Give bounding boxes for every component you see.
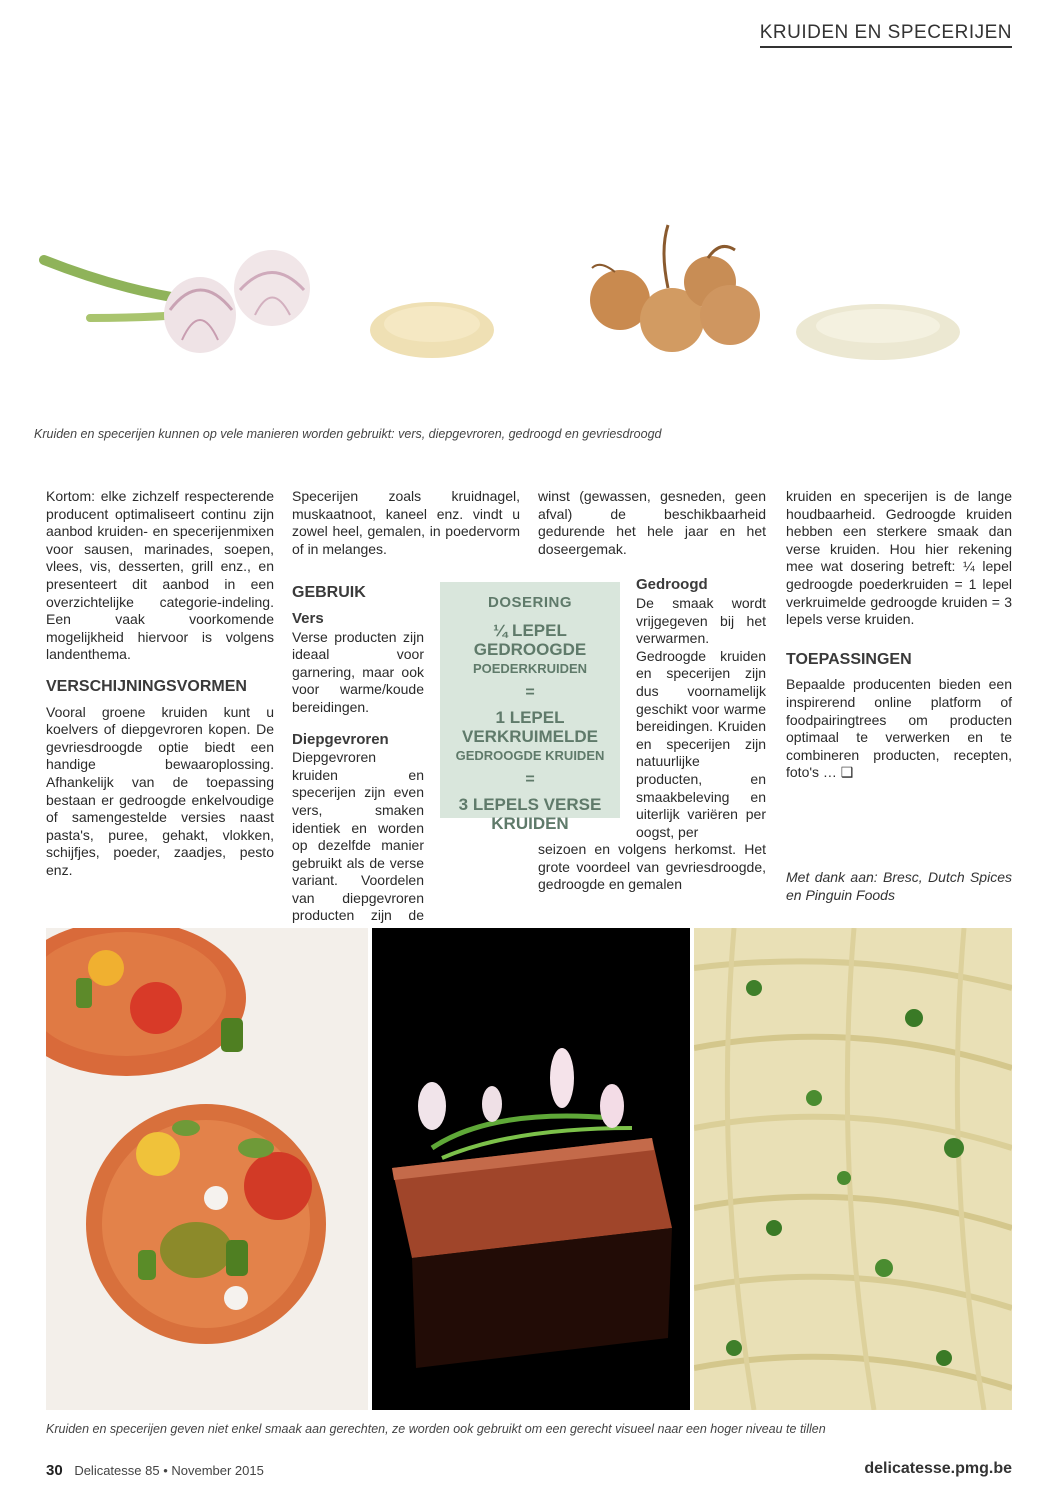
photo-tomato-dish	[46, 928, 368, 1410]
hero-image	[0, 200, 1058, 420]
dosering-title: DOSERING	[487, 594, 572, 611]
dosering-equals-1: =	[525, 684, 535, 701]
photo-croquette-dish	[372, 928, 690, 1410]
diepgevroren-body: Diepgevroren kruiden en specerijen zijn even vers, smaken identiek en worden op dezelfde manier gebruikt als de verse variant. Voordelen van diepgevroren producten zijn de	[292, 749, 424, 924]
photo-pasta-dish	[694, 928, 1012, 1410]
page-number: 30	[46, 1462, 63, 1479]
column-1	[46, 488, 274, 879]
dosering-line2b: GEDROOGDE KRUIDEN	[455, 748, 605, 763]
col1-intro: Kortom: elke zichzelf respecterende producent optimaliseert continu zijn aanbod kruiden- en specerijenmixen voor sausen, marinades, soepen, vlees, vis, desserten, grill enz., en presenteert dit aanbod in een overzichtelijke categorie-indeling. Een vaak voorkomende mogelijkheid hiervoor is volgens landenthema.	[46, 488, 274, 663]
dosering-line1b: POEDERKRUIDEN	[472, 661, 588, 676]
gedroogd-body: De smaak wordt vrijgegeven bij het verwarmen. Gedroogde kruiden en specerijen zijn dus voornamelijk geschikt voor warme bereidingen. Kruiden en specerijen zijn natuurlijke producten, en smaakbeleving en uiterlijk variëren per oogst, per	[636, 594, 766, 840]
subheading-vers: Vers	[292, 609, 324, 627]
col3-intro: winst (gewassen, gesneden, geen afval) de beschikbaarheid gedurende het hele jaar en het doseergemak.	[538, 488, 766, 557]
dosering-box	[440, 582, 620, 833]
footer-left	[46, 1462, 264, 1479]
col4-body: Bepaalde producenten bieden een inspirerend online platform of foodpairingtrees om producten optimaal te verwerken en te combineren producten, recepten, foto's … ❑	[786, 676, 1012, 781]
heading-verschijningsvormen: VERSCHIJNINGSVORMEN	[46, 677, 247, 695]
issue-info: Delicatesse 85 • November 2015	[74, 1463, 264, 1478]
subheading-gedroogd: Gedroogd	[636, 576, 708, 594]
section-title: KRUIDEN EN SPECERIJEN	[760, 22, 1012, 48]
subheading-diepgevroren: Diepgevroren	[292, 730, 389, 748]
dosering-line3: 3 LEPELS VERSE KRUIDEN	[458, 795, 602, 833]
dosering-line1a: ¼ LEPEL GEDROOGDE	[473, 621, 587, 659]
col3-tail: seizoen en volgens herkomst. Het grote voordeel van gevriesdroogde, gedroogde en gemalen	[538, 841, 766, 893]
col1-body: Vooral groene kruiden kunt u koelvers of diepgevroren kopen. De gevriesdroogde optie biedt een handige bewaaroplossing. Afhankelijk van de toepassing bestaan er gedroogde enkelvoudige of samengestelde versies naast pasta's, puree, gehakt, vlokken, schijfjes, poeder, zaadjes, pesto enz.	[46, 703, 274, 878]
website-link[interactable]: delicatesse.pmg.be	[864, 1460, 1012, 1477]
col4-intro: kruiden en specerijen is de lange houdbaarheid. Gedroogde kruiden hebben een sterkere smaak dan verse kruiden. Hou hier rekening mee wat dosering betreft: ¼ lepel gedroogde poederkruiden = 1 lepel verkruimelde gedroogde kruiden = 3 lepels verse kruiden.	[786, 488, 1012, 628]
dosering-line2a: 1 LEPEL VERKRUIMELDE	[461, 708, 598, 746]
credit-line: Met dank aan: Bresc, Dutch Spices en Pinguin Foods	[786, 869, 1012, 903]
vers-body: Verse producten zijn ideaal voor garnering, maar ook voor warme/koude bereidingen.	[292, 628, 424, 715]
photos-caption: Kruiden en specerijen geven niet enkel smaak aan gerechten, ze worden ook gebruikt om een gerecht visueel naar een hoger niveau te tillen	[46, 1422, 826, 1436]
hero-caption: Kruiden en specerijen kunnen op vele manieren worden gebruikt: vers, diepgevroren, gedroogd en gevriesdroogd	[34, 427, 662, 441]
heading-gebruik: GEBRUIK	[292, 584, 366, 602]
column-4	[786, 488, 1012, 782]
heading-toepassingen: TOEPASSINGEN	[786, 650, 912, 668]
dosering-equals-2: =	[525, 771, 535, 788]
col2-intro: Specerijen zoals kruidnagel, muskaatnoot, kaneel enz. vindt u zowel heel, gemalen, in poedervorm of in melanges.	[292, 488, 520, 557]
